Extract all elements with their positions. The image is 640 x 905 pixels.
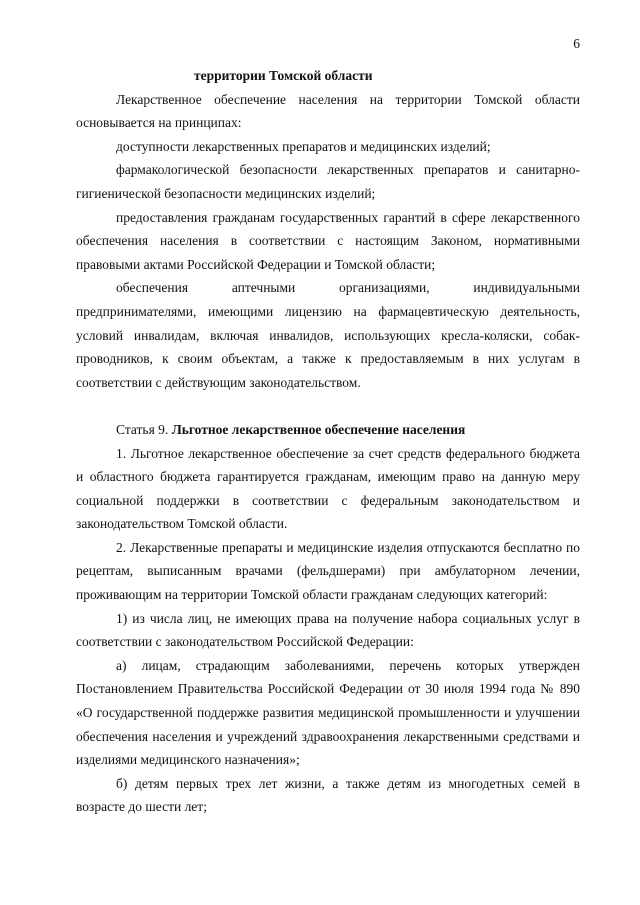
article-9-paragraph: а) лицам, страдающим заболеваниями, перечень которых утвержден Постановлением Правительства Российской Федерации от 30 июля 1994 года № 890 «О государственной поддержке развития медицинской промышленности и улучшении обеспечения населения и учреждений здравоохранения лекарственными средствами и изделиями медицинского назначения»; [76, 657, 580, 768]
article-9-paragraph: б) детям первых трех лет жизни, а также детям из многодетных семей в возрасте до шести лет; [76, 775, 580, 815]
article-9-prefix: Статья 9. [116, 421, 172, 437]
article-9-paragraph: 1) из числа лиц, не имеющих права на получение набора социальных услуг в соответствии с законодательством Российской Федерации: [76, 610, 580, 650]
principle-item: фармакологической безопасности лекарственных препаратов и санитарно-гигиенической безопасности медицинских изделий; [76, 162, 580, 201]
article-9-paragraph: 2. Лекарственные препараты и медицинские изделия отпускаются бесплатно по рецептам, выписанным врачами (фельдшерами) при амбулаторном лечении, проживающим на территории Томской области гражданам следующих категорий: [76, 539, 580, 603]
document-body [76, 64, 580, 819]
heading-continuation: территории Томской области [194, 68, 373, 83]
principle-item: обеспечения аптечными организациями, индивидуальными предпринимателями, имеющими лицензию на фармацевтическую деятельность, условий инвалидам, включая инвалидов, использующих кресла-коляски, собак-проводников, к своим объектам, а также к предоставляемым в них услугам в соответствии с действующим законодательством. [76, 280, 580, 390]
article-9-title: Льготное лекарственное обеспечение населения [171, 421, 466, 437]
article-9-heading [76, 418, 580, 442]
principle-item: доступности лекарственных препаратов и медицинских изделий; [116, 138, 491, 154]
intro-paragraph: Лекарственное обеспечение населения на территории Томской области основывается на принципах: [76, 91, 580, 131]
page-number: 6 [573, 36, 580, 51]
article-9-paragraph: 1. Льготное лекарственное обеспечение за счет средств федерального бюджета и областного бюджета гарантируется гражданам, имеющим право на данную меру социальной поддержки в соответствии с федеральным законодательством и законодательством Томской области. [76, 445, 580, 532]
principle-item: предоставления гражданам государственных гарантий в сфере лекарственного обеспечения населения в соответствии с настоящим Законом, нормативными правовыми актами Российской Федерации и Томской области; [76, 209, 580, 272]
